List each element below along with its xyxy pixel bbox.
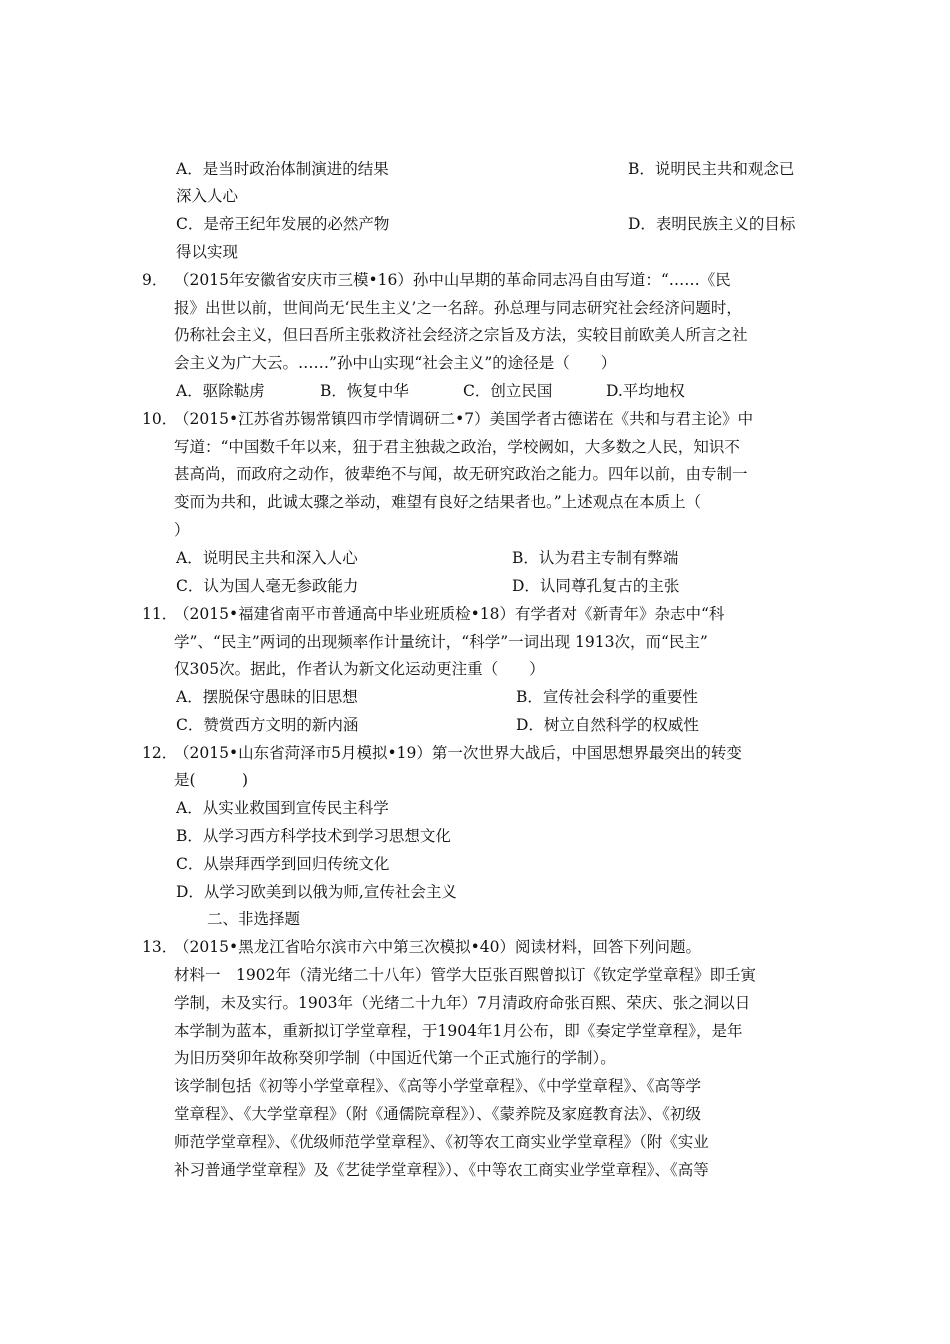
q10-option-d: D．认同尊孔复古的主张 bbox=[512, 577, 680, 595]
q10-option-b: B．认为君主专制有弊端 bbox=[512, 549, 679, 567]
q10-stem-line: ） bbox=[174, 521, 190, 539]
q11-stem-line: 学”、“民主”两词的出现频率作计量统计，“科学”一词出现 1913次，而“民主” bbox=[174, 633, 708, 651]
q12-option-c: C．从崇拜西学到回归传统文化 bbox=[176, 855, 390, 873]
q12-stem-line: （2015•山东省菏泽市5月模拟•19）第一次世界大战后，中国思想界最突出的转变 bbox=[174, 744, 742, 762]
q13-material-line: 材料一 1902年（清光绪二十八年）管学大臣张百熙曾拟订《钦定学堂章程》即壬寅 bbox=[174, 966, 756, 984]
q8-option-c: C．是帝王纪年发展的必然产物 bbox=[176, 215, 390, 233]
q10-stem-line: 写道：“中国数千年以来，狃于君主独裁之政治，学校阙如，大多数之人民，知识不 bbox=[174, 438, 740, 456]
q11-option-b: B．宣传社会科学的重要性 bbox=[516, 688, 698, 706]
section-heading: 二、非选择题 bbox=[207, 910, 301, 928]
q13-material-line: 堂章程》、《大学堂章程》（附《通儒院章程》）、《蒙养院及家庭教育法》、《初级 bbox=[174, 1105, 702, 1123]
q8-option-b-continued: 深入人心 bbox=[176, 187, 239, 205]
q13-number: 13． bbox=[142, 938, 178, 956]
q13-stem-line: （2015•黑龙江省哈尔滨市六中第三次模拟•40）阅读材料，回答下列问题。 bbox=[174, 938, 701, 956]
q9-option-c: C．创立民国 bbox=[463, 382, 553, 400]
q9-option-b: B．恢复中华 bbox=[320, 382, 409, 400]
q10-option-c: C．认为国人毫无参政能力 bbox=[176, 577, 359, 595]
q13-material-line: 为旧历癸卯年故称癸卯学制（中国近代第一个正式施行的学制）。 bbox=[174, 1049, 616, 1067]
q11-option-c: C．赞赏西方文明的新内涵 bbox=[176, 716, 359, 734]
q9-number: 9． bbox=[142, 271, 168, 289]
q9-stem-line: （2015年安徽省安庆市三模•16）孙中山早期的革命同志冯自由写道：“……《民 bbox=[174, 271, 731, 289]
q10-stem-line: 甚高尚，而政府之动作，彼辈绝不与闻，故无研究政治之能力。四年以前，由专制一 bbox=[174, 465, 748, 483]
q9-stem-line: 仍称社会主义，但曰吾所主张救济社会经济之宗旨及方法，实较目前欧美人所言之社 bbox=[174, 326, 748, 344]
q8-option-b: B．说明民主共和观念已 bbox=[628, 160, 795, 178]
q12-number: 12． bbox=[142, 744, 178, 762]
q11-stem-line: （2015•福建省南平市普通高中毕业班质检•18）有学者对《新青年》杂志中“科 bbox=[174, 605, 725, 623]
q10-stem-line: （2015•江苏省苏锡常镇四市学情调研二•7）美国学者古德诺在《共和与君主论》中 bbox=[174, 410, 754, 428]
q8-option-d-continued: 得以实现 bbox=[176, 243, 239, 261]
q13-material-line: 本学制为蓝本，重新拟订学堂章程，于1904年1月公布，即《奏定学堂章程》，是年 bbox=[174, 1022, 743, 1040]
q10-option-a: A．说明民主共和深入人心 bbox=[176, 549, 358, 567]
q9-option-d: D.平均地权 bbox=[606, 382, 685, 400]
q10-number: 10． bbox=[142, 410, 178, 428]
q13-material-line: 补习普通学堂章程》及《艺徒学堂章程》）、《中等农工商实业学堂章程》、《高等 bbox=[174, 1161, 709, 1179]
q13-material-line: 该学制包括《初等小学堂章程》、《高等小学堂章程》、《中学堂章程》、《高等学 bbox=[174, 1077, 702, 1095]
q10-stem-line: 变而为共和，此诚太骤之举动，难望有良好之结果者也。”上述观点在本质上（ bbox=[174, 493, 702, 511]
q9-stem-line: 会主义为广大云。……”孙中山实现“社会主义”的途径是（ ） bbox=[174, 354, 617, 372]
q13-material-line: 学制，未及实行。1903年（光绪二十九年）7月清政府命张百熙、荣庆、张之洞以日 bbox=[174, 994, 751, 1012]
q11-option-a: A．摆脱保守愚昧的旧思想 bbox=[176, 688, 358, 706]
q11-stem-line: 仅305次。据此，作者认为新文化运动更注重（ ） bbox=[174, 660, 545, 678]
q12-option-b: B．从学习西方科学技术到学习思想文化 bbox=[176, 827, 451, 845]
q12-option-a: A．从实业救国到宣传民主科学 bbox=[176, 799, 389, 817]
q8-option-a: A．是当时政治体制演进的结果 bbox=[176, 160, 389, 178]
q9-stem-line: 报》出世以前，世间尚无‘民生主义’之一名辞。孙总理与同志研究社会经济问题时， bbox=[174, 299, 742, 317]
q11-number: 11． bbox=[142, 605, 178, 623]
q12-option-d: D．从学习欧美到以俄为师,宣传社会主义 bbox=[176, 883, 457, 901]
q9-option-a: A．驱除鞑虏 bbox=[176, 382, 265, 400]
q13-material-line: 师范学堂章程》、《优级师范学堂章程》、《初等农工商实业学堂章程》（附《实业 bbox=[174, 1133, 709, 1151]
q12-stem-line: 是( ) bbox=[174, 771, 249, 789]
q11-option-d: D．树立自然科学的权威性 bbox=[516, 716, 699, 734]
q8-option-d: D．表明民族主义的目标 bbox=[628, 215, 796, 233]
